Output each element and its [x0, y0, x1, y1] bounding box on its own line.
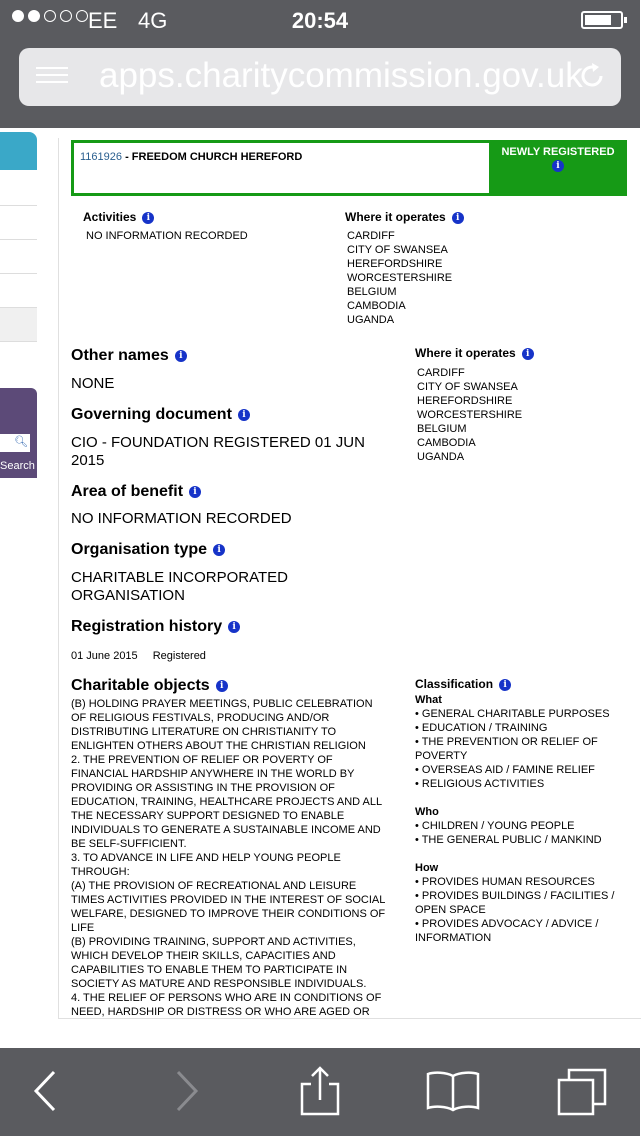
objects-line: 3. TO ADVANCE IN LIFE AND HELP YOUNG PEOPLE — [71, 852, 341, 864]
where-item: HEREFORDSHIRE — [347, 258, 443, 270]
charity-name: FREEDOM CHURCH HEREFORD — [131, 151, 303, 163]
area-of-benefit-value: NO INFORMATION RECORDED — [71, 510, 292, 527]
other-names-value: NONE — [71, 375, 115, 392]
search-icon[interactable]: 🔍︎ — [14, 436, 28, 448]
area-of-benefit-heading: Area of benefit i — [71, 483, 201, 501]
forward-icon[interactable] — [160, 1066, 210, 1116]
share-icon[interactable] — [295, 1066, 345, 1116]
info-icon[interactable]: i — [189, 486, 201, 498]
objects-line: (B) PROVIDING TRAINING, SUPPORT AND ACTIVITIES, — [71, 936, 356, 948]
summary-where-list — [347, 229, 547, 326]
info-icon[interactable]: i — [452, 212, 464, 224]
objects-line: NEED, HARDSHIP OR DISTRESS OR WHO ARE AGED OR — [71, 1006, 370, 1018]
governing-document-value: CIO - FOUNDATION REGISTERED 01 JUN 2015 — [71, 434, 365, 469]
where-item: BELGIUM — [347, 286, 397, 298]
activities-value: NO INFORMATION RECORDED — [86, 230, 248, 242]
info-icon[interactable]: i — [216, 680, 228, 692]
web-page — [0, 128, 640, 1048]
info-icon[interactable]: i — [238, 409, 250, 421]
objects-line: OF RELIGIOUS FESTIVALS, PRODUCING AND/OR — [71, 712, 330, 724]
objects-line: THE NECESSARY SUPPORT DESIGNED TO ENABLE — [71, 810, 345, 822]
classification-item: • THE PREVENTION OR RELIEF OF POVERTY — [415, 736, 598, 762]
classification-item: • OVERSEAS AID / FAMINE RELIEF — [415, 764, 595, 776]
bookmarks-icon[interactable] — [426, 1066, 480, 1116]
network-type: 4G — [138, 8, 168, 33]
status-badge-label: NEWLY REGISTERED — [501, 146, 615, 158]
objects-line: EDUCATION, TRAINING, HEALTHCARE PROJECTS AND ALL — [71, 796, 383, 808]
organisation-type-value: CHARITABLE INCORPORATED ORGANISATION — [71, 569, 288, 604]
classification-how-label: How — [415, 862, 439, 874]
objects-line: DISTRIBUTING LITERATURE ON CHRISTIANITY TO — [71, 726, 337, 738]
objects-line: 2. THE PREVENTION OF RELIEF OR POVERTY OF — [71, 754, 333, 766]
info-icon[interactable]: i — [499, 679, 511, 691]
where-item: CAMBODIA — [417, 437, 476, 449]
charitable-objects-heading: Charitable objects i — [71, 677, 228, 695]
info-icon[interactable]: i — [522, 348, 534, 360]
organisation-type-heading: Organisation type i — [71, 541, 225, 559]
classification-what-list — [415, 707, 615, 791]
objects-line: WHICH DEVELOP THEIR SKILLS, CAPACITIES AND — [71, 950, 336, 962]
info-icon[interactable]: i — [228, 621, 240, 633]
charity-record — [58, 138, 641, 1019]
classification-item: • PROVIDES ADVOCACY / ADVICE / INFORMATION — [415, 918, 599, 944]
battery-icon — [581, 11, 623, 29]
left-nav-tab[interactable] — [0, 132, 37, 170]
left-search-panel — [0, 388, 37, 478]
objects-line: BE SELF-SUFFICIENT. — [71, 838, 187, 850]
objects-line: PROVIDING OR ASSISTING IN THE PROVISION OF — [71, 782, 335, 794]
hamburger-menu-icon[interactable] — [36, 67, 68, 87]
summary-where-heading: Where it operates i — [345, 210, 464, 224]
objects-line: CAPABILITIES TO ENABLE THEM TO PARTICIPATE IN — [71, 964, 348, 976]
reload-icon[interactable] — [577, 61, 607, 91]
where-it-operates-heading: Where it operates i — [415, 346, 534, 360]
left-nav — [0, 132, 37, 348]
left-search-label[interactable]: Search — [0, 460, 35, 472]
charity-header — [71, 140, 627, 196]
classification-item: • THE GENERAL PUBLIC / MANKIND — [415, 834, 602, 846]
status-bar — [0, 0, 640, 40]
governing-document-heading: Governing document i — [71, 406, 250, 424]
info-icon[interactable]: i — [213, 544, 225, 556]
browser-chrome — [0, 40, 640, 128]
back-icon[interactable] — [22, 1066, 72, 1116]
url-text[interactable]: apps.charitycommission.gov.uk — [99, 56, 583, 95]
registration-date: 01 June 2015 — [71, 650, 138, 662]
where-item: UGANDA — [347, 314, 395, 326]
browser-toolbar — [0, 1048, 640, 1136]
left-nav-item[interactable] — [0, 172, 37, 206]
charity-number: 1161926 — [80, 151, 123, 163]
classification-what-label: What — [415, 694, 442, 706]
where-item: UGANDA — [417, 451, 465, 463]
classification-item: • PROVIDES HUMAN RESOURCES — [415, 876, 595, 888]
where-item: CARDIFF — [347, 230, 395, 242]
registration-history-row — [71, 649, 206, 663]
title-separator: - — [122, 151, 132, 163]
left-search-input[interactable] — [0, 434, 30, 452]
address-bar[interactable] — [19, 48, 621, 106]
registration-event: Registered — [152, 650, 206, 662]
classification-item: • EDUCATION / TRAINING — [415, 722, 548, 734]
clock: 20:54 — [291, 8, 349, 33]
info-icon[interactable]: i — [552, 160, 564, 172]
carrier-name: EE — [88, 8, 118, 33]
left-nav-item[interactable] — [0, 206, 37, 240]
objects-line: ENLIGHTEN OTHERS ABOUT THE CHRISTIAN RELIGION — [71, 740, 366, 752]
classification-who-label: Who — [415, 806, 439, 818]
left-nav-item[interactable] — [0, 308, 37, 342]
where-item: CITY OF SWANSEA — [347, 244, 448, 256]
objects-line: (A) THE PROVISION OF RECREATIONAL AND LEISURE — [71, 880, 357, 892]
registration-history-heading: Registration history i — [71, 618, 240, 636]
status-badge — [489, 140, 627, 196]
where-item: BELGIUM — [417, 423, 467, 435]
charitable-objects-scroll[interactable] — [71, 698, 401, 1018]
objects-line: TIMES ACTIVITIES PROVIDED IN THE INTEREST OF SOCIAL — [71, 894, 386, 906]
where-item: WORCESTERSHIRE — [417, 409, 523, 421]
classification-item: • RELIGIOUS ACTIVITIES — [415, 778, 545, 790]
where-item: CITY OF SWANSEA — [417, 381, 518, 393]
objects-line: INDIVIDUALS TO GENERATE A SUSTAINABLE INCOME AND — [71, 824, 381, 836]
objects-line: THROUGH: — [71, 866, 130, 878]
objects-line: SOCIETY AS MATURE AND RESPONSIBLE INDIVIDUALS. — [71, 978, 367, 990]
objects-line: WELFARE, DESIGNED TO IMPROVE THEIR CONDITIONS OF — [71, 908, 386, 920]
classification-panel — [415, 677, 615, 945]
info-icon[interactable]: i — [175, 350, 187, 362]
objects-line: FINANCIAL HARDSHIP ANYWHERE IN THE WORLD BY — [71, 768, 355, 780]
classification-item: • PROVIDES BUILDINGS / FACILITIES / OPEN SPACE — [415, 890, 615, 916]
charity-title — [80, 151, 302, 163]
classification-item: • GENERAL CHARITABLE PURPOSES — [415, 708, 610, 720]
left-nav-item[interactable] — [0, 274, 37, 308]
classification-item: • CHILDREN / YOUNG PEOPLE — [415, 820, 575, 832]
other-names-heading: Other names i — [71, 347, 187, 365]
objects-line: 4. THE RELIEF OF PERSONS WHO ARE IN CONDITIONS OF — [71, 992, 382, 1004]
classification-how-list — [415, 875, 615, 945]
where-item: HEREFORDSHIRE — [417, 395, 513, 407]
charitable-objects-text — [71, 697, 385, 1019]
classification-who-list — [415, 819, 615, 847]
where-item: WORCESTERSHIRE — [347, 272, 453, 284]
left-nav-item[interactable] — [0, 240, 37, 274]
tabs-icon[interactable] — [557, 1066, 607, 1116]
classification-heading: Classification i — [415, 677, 615, 691]
where-item: CARDIFF — [417, 367, 465, 379]
info-icon[interactable]: i — [142, 212, 154, 224]
where-item: CAMBODIA — [347, 300, 406, 312]
objects-line: LIFE — [71, 922, 95, 934]
objects-line: (B) HOLDING PRAYER MEETINGS, PUBLIC CELEBRATION — [71, 698, 373, 710]
activities-heading: Activities i — [83, 210, 154, 224]
where-it-operates-list — [417, 366, 617, 464]
